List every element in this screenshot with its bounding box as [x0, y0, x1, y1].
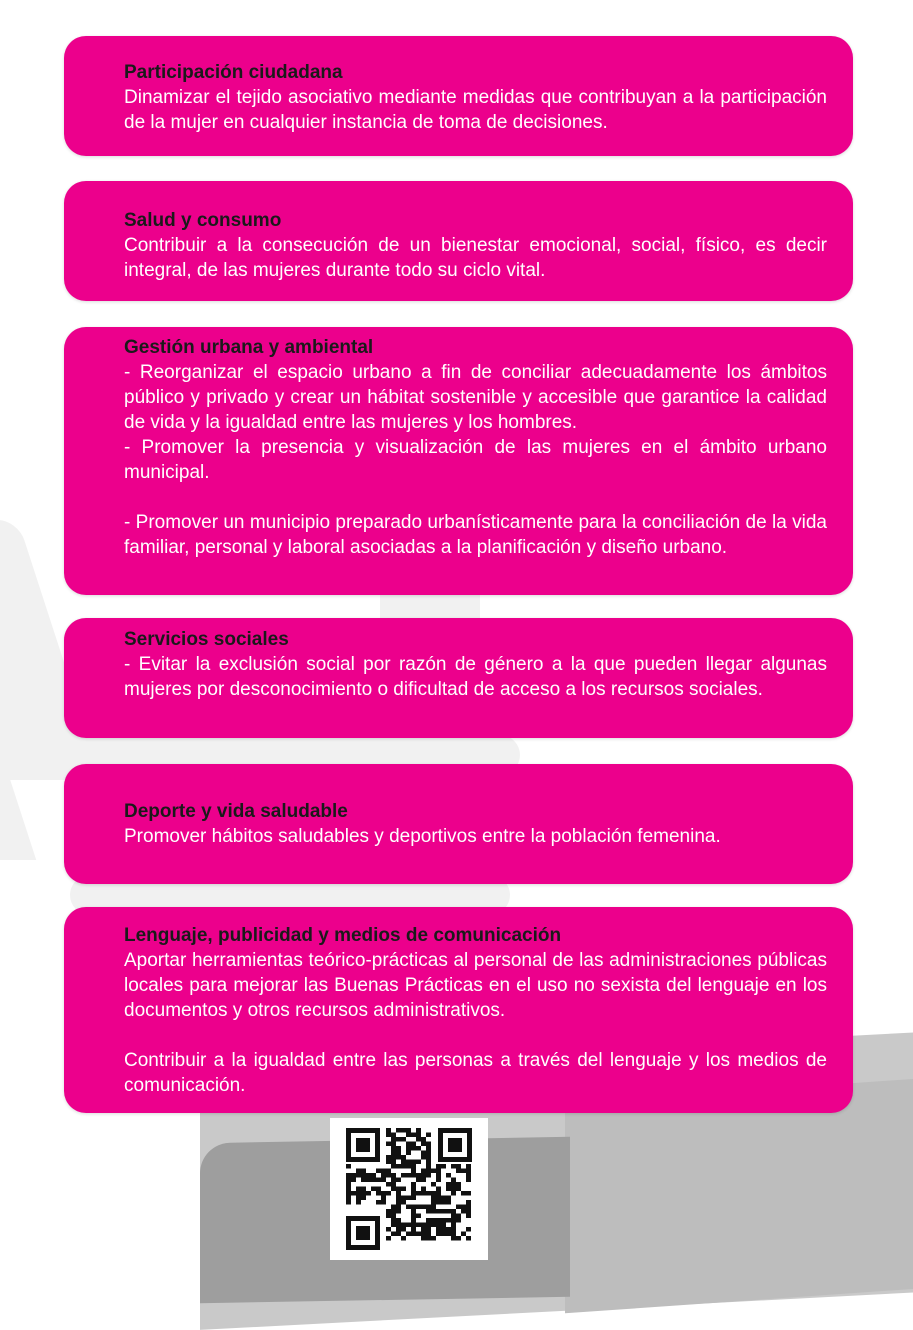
section-title: Gestión urbana y ambiental — [124, 337, 374, 358]
section-title: Salud y consumo — [124, 210, 282, 231]
section-card-salud — [64, 181, 853, 301]
qr-code — [330, 1118, 488, 1260]
section-card-lenguaje — [64, 907, 853, 1113]
section-text: Dinamizar el tejido asociativo mediante medidas que contribuyan a la participación de la mujer en cualquier instancia de toma de decisiones. — [124, 87, 827, 133]
section-card-deporte — [64, 764, 853, 884]
section-text: - Reorganizar el espacio urbano a fin de conciliar adecuadamente los ámbitos público y privado y crear un hábitat sostenible y accesible que garantice la calidad de vida y la igualdad entre las mujeres y los hombres. — [124, 362, 827, 433]
section-card-servicios-sociales — [64, 618, 853, 738]
section-title: Servicios sociales — [124, 629, 289, 650]
qr-code-icon — [330, 1118, 488, 1260]
section-text: - Evitar la exclusión social por razón de género a la que pueden llegar algunas mujeres por desconocimiento o dificultad de acceso a los recursos sociales. — [124, 654, 827, 700]
section-text: - Promover la presencia y visualización de las mujeres en el ámbito urbano municipal. — [124, 437, 827, 483]
section-text: Promover hábitos saludables y deportivos entre la población femenina. — [124, 826, 721, 847]
section-card-participacion — [64, 36, 853, 156]
section-text: Aportar herramientas teórico-prácticas al personal de las administraciones públicas locales para mejorar las Buenas Prácticas en el uso no sexista del lenguaje en los documentos y otros recursos administrativos. — [124, 950, 827, 1021]
section-card-gestion-urbana — [64, 327, 853, 595]
section-text: - Promover un municipio preparado urbanísticamente para la conciliación de la vida familiar, personal y laboral asociadas a la planificación y diseño urbano. — [124, 512, 827, 558]
section-title: Lenguaje, publicidad y medios de comunicación — [124, 925, 562, 946]
section-text: Contribuir a la consecución de un bienestar emocional, social, físico, es decir integral, de las mujeres durante todo su ciclo vital. — [124, 235, 827, 281]
section-title: Deporte y vida saludable — [124, 801, 348, 822]
section-title: Participación ciudadana — [124, 62, 343, 83]
section-text: Contribuir a la igualdad entre las personas a través del lenguaje y los medios de comunicación. — [124, 1050, 827, 1096]
